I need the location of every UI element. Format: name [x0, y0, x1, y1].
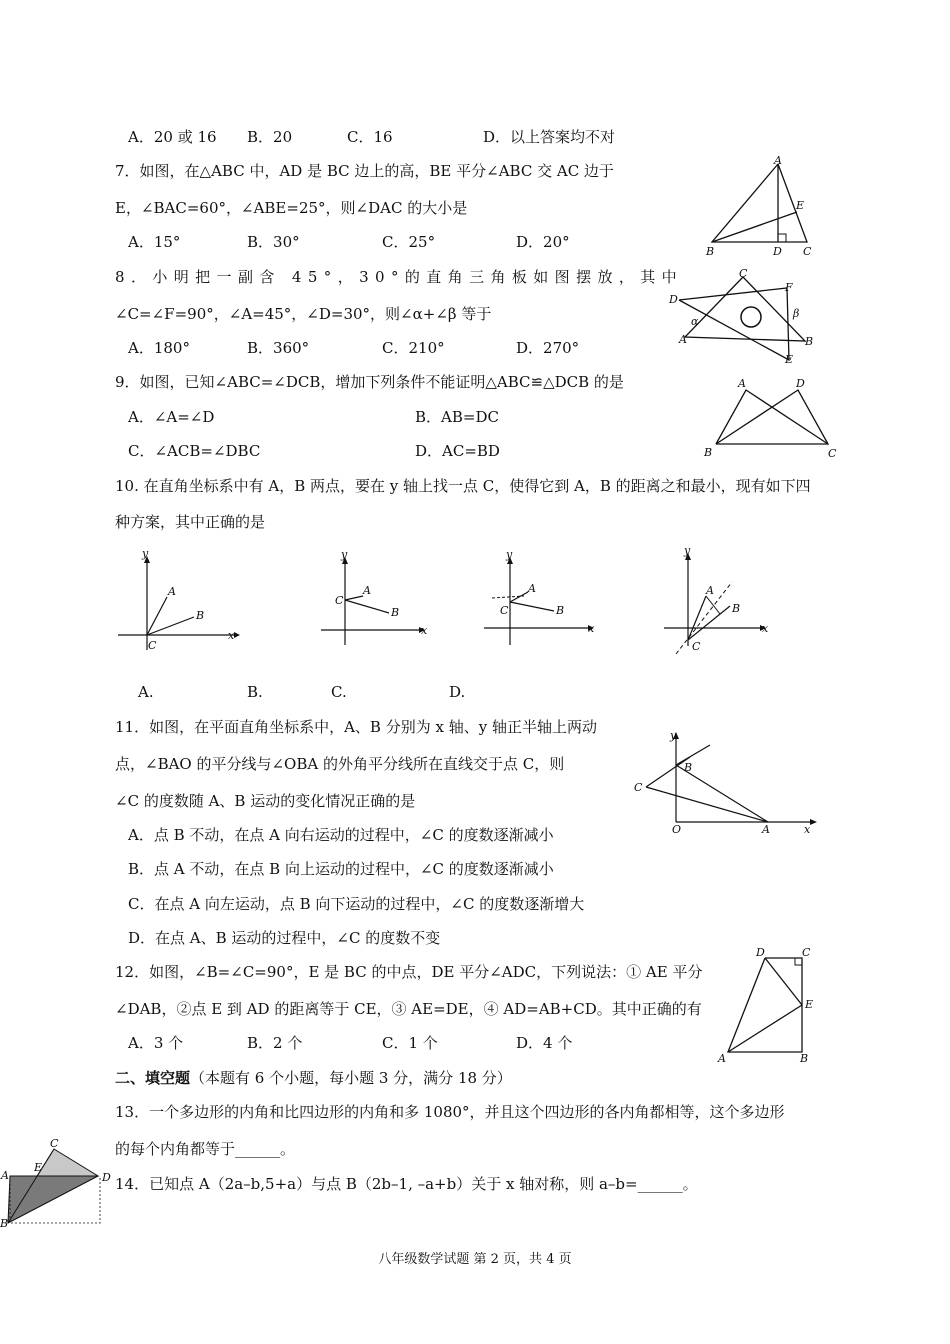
- q10-option-b: B.: [247, 683, 263, 701]
- q8-figure: [665, 265, 825, 370]
- q11-option-d: D．在点 A、B 运动的过程中，∠C 的度数不变: [128, 929, 441, 947]
- section2-heading: [115, 1068, 512, 1088]
- q7-stem-line1: 7．如图，在△ABC 中，AD 是 BC 边上的高，BE 平分∠ABC 交 AC 边于: [115, 162, 614, 180]
- q7-option-b: B．30°: [247, 233, 300, 251]
- q8-label-beta: β: [793, 307, 800, 320]
- q8-label-b: B: [805, 335, 814, 348]
- q9-label-b: B: [704, 446, 713, 459]
- q6-option-d: D．以上答案均不对: [483, 128, 616, 146]
- q10a-label-y: y: [142, 547, 149, 560]
- q12-label-b: B: [800, 1052, 809, 1065]
- q14-figure: [0, 1135, 115, 1230]
- q8-stem-line1: 8．小明把一副含 45°，30°的直角三角板如图摆放，其中: [115, 268, 684, 286]
- q12-option-c: C．1 个: [382, 1034, 438, 1052]
- q8-option-c: C．210°: [382, 339, 445, 357]
- q10c-label-c: C: [500, 604, 509, 617]
- q14-stem-line1: 14．已知点 A（2a–b,5+a）与点 B（2b–1, –a+b）关于 x 轴对称，则 a–b=______。: [115, 1175, 698, 1193]
- q10d-label-x: x: [762, 622, 769, 635]
- q10b-label-b: B: [391, 606, 400, 619]
- q9-option-c: C．∠ACB=∠DBC: [128, 442, 261, 460]
- q12-label-c: C: [802, 946, 811, 959]
- section2-note: （本题有 6 个小题，每小题 3 分，满分 18 分）: [190, 1069, 512, 1087]
- q11-option-b: B．点 A 不动，在点 B 向上运动的过程中，∠C 的度数逐渐减小: [128, 860, 554, 878]
- q7-label-a: A: [774, 154, 782, 167]
- q9-label-c: C: [828, 447, 837, 460]
- q10d-label-b: B: [732, 602, 741, 615]
- q10a-label-x: x: [228, 629, 235, 642]
- q9-stem-line1: 9．如图，已知∠ABC=∠DCB，增加下列条件不能证明△ABC≌△DCB 的是: [115, 373, 624, 391]
- q10-stem-line1: 10. 在直角坐标系中有 A，B 两点，要在 y 轴上找一点 C，使得它到 A，B 的距离之和最小，现有如下四: [115, 477, 811, 495]
- q11-label-y: y: [670, 729, 677, 742]
- q12-option-b: B．2 个: [247, 1034, 303, 1052]
- q10-option-c: C.: [331, 683, 347, 701]
- q12-label-e: E: [805, 998, 814, 1011]
- section2-title: 二、填空题: [115, 1069, 191, 1087]
- q8-stem-line2: ∠C=∠F=90°，∠A=45°，∠D=30°，则∠α+∠β 等于: [115, 305, 492, 323]
- q10b-label-c: C: [335, 594, 344, 607]
- q8-label-d: D: [669, 293, 678, 306]
- q8-label-f: F: [785, 281, 793, 294]
- q9-option-d: D．AC=BD: [415, 442, 500, 460]
- q13-stem-line2: 的每个内角都等于______。: [115, 1140, 296, 1158]
- q10-figure-c: [480, 550, 605, 650]
- q10c-label-a: A: [528, 582, 536, 595]
- q10-option-a: A.: [138, 683, 154, 701]
- q10d-label-a: A: [706, 584, 714, 597]
- q11-figure: [628, 725, 828, 840]
- q10c-label-y: y: [506, 548, 513, 561]
- q6-option-c: C．16: [347, 128, 393, 146]
- q9-figure: [700, 372, 845, 462]
- q7-stem-line2: E，∠BAC=60°，∠ABE=25°，则∠DAC 的大小是: [115, 199, 468, 217]
- q11-option-c: C．在点 A 向左运动，点 B 向下运动的过程中，∠C 的度数逐渐增大: [128, 895, 585, 913]
- q14-label-c: C: [50, 1137, 59, 1150]
- q10d-label-c: C: [692, 640, 701, 653]
- q10b-label-y: y: [341, 548, 348, 561]
- q8-label-e: E: [785, 353, 794, 366]
- q8-option-a: A．180°: [128, 339, 190, 357]
- q9-label-d: D: [796, 377, 805, 390]
- q6-option-a: A．20 或 16: [128, 128, 217, 146]
- page-footer: 八年级数学试题 第 2 页，共 4 页: [378, 1252, 572, 1267]
- q10d-label-y: y: [684, 544, 691, 557]
- q10b-label-x: x: [421, 624, 428, 637]
- q8-label-a: A: [679, 333, 687, 346]
- q10-figure-d: [660, 544, 785, 658]
- q10c-label-b: B: [556, 604, 565, 617]
- q10-figure-a: [112, 545, 247, 655]
- q11-label-o: O: [672, 823, 682, 836]
- q10c-label-x: x: [588, 622, 595, 635]
- q8-option-b: B．360°: [247, 339, 310, 357]
- q9-option-a: A．∠A=∠D: [128, 408, 215, 426]
- q11-stem-line1: 11．如图，在平面直角坐标系中，A、B 分别为 x 轴、y 轴正半轴上两动: [115, 718, 597, 736]
- q7-label-d: D: [773, 245, 782, 258]
- q7-label-c: C: [803, 245, 812, 258]
- q10a-label-b: B: [196, 609, 205, 622]
- q8-option-d: D．270°: [516, 339, 580, 357]
- q10a-label-c: C: [148, 639, 157, 652]
- q13-stem-line1: 13．一个多边形的内角和比四边形的内角和多 1080°，并且这个四边形的各内角都相等，这个多边形: [115, 1103, 785, 1121]
- q9-label-a: A: [738, 377, 746, 390]
- q12-stem-line2: ∠DAB，②点 E 到 AD 的距离等于 CE，③ AE=DE，④ AD=AB+CD。其中正确的有: [115, 1000, 702, 1018]
- q7-option-d: D．20°: [516, 233, 570, 251]
- q7-option-a: A．15°: [128, 233, 181, 251]
- q10a-label-a: A: [168, 585, 176, 598]
- q8-label-c: C: [739, 267, 748, 280]
- q14-label-e: E: [34, 1161, 43, 1174]
- q11-label-b: B: [684, 761, 693, 774]
- q12-figure: [710, 940, 825, 1070]
- q12-option-d: D．4 个: [516, 1034, 573, 1052]
- q10-stem-line2: 种方案，其中正确的是: [115, 513, 266, 531]
- q14-label-a: A: [1, 1169, 9, 1182]
- q9-option-b: B．AB=DC: [415, 408, 499, 426]
- q11-stem-line2: 点，∠BAO 的平分线与∠OBA 的外角平分线所在直线交于点 C，则: [115, 755, 565, 773]
- q6-option-b: B．20: [247, 128, 293, 146]
- q7-label-e: E: [796, 199, 805, 212]
- q7-option-c: C．25°: [382, 233, 436, 251]
- q11-label-c: C: [634, 781, 643, 794]
- q12-stem-line1: 12．如图，∠B=∠C=90°，E 是 BC 的中点，DE 平分∠ADC，下列说法：① AE 平分: [115, 963, 703, 981]
- q11-label-x: x: [804, 823, 811, 836]
- q10-option-d: D.: [449, 683, 466, 701]
- q10-figure-b: [315, 550, 440, 650]
- q12-option-a: A．3 个: [128, 1034, 184, 1052]
- q14-label-b: B: [0, 1217, 9, 1230]
- q12-label-d: D: [756, 946, 765, 959]
- q8-label-alpha: α: [691, 315, 699, 328]
- q11-option-a: A．点 B 不动，在点 A 向右运动的过程中，∠C 的度数逐渐减小: [128, 826, 554, 844]
- q12-label-a: A: [718, 1052, 726, 1065]
- q11-stem-line3: ∠C 的度数随 A、B 运动的变化情况正确的是: [115, 792, 416, 810]
- q14-label-d: D: [102, 1171, 111, 1184]
- q10b-label-a: A: [363, 584, 371, 597]
- q7-figure: [700, 152, 820, 262]
- q11-label-a: A: [762, 823, 770, 836]
- q7-label-b: B: [706, 245, 715, 258]
